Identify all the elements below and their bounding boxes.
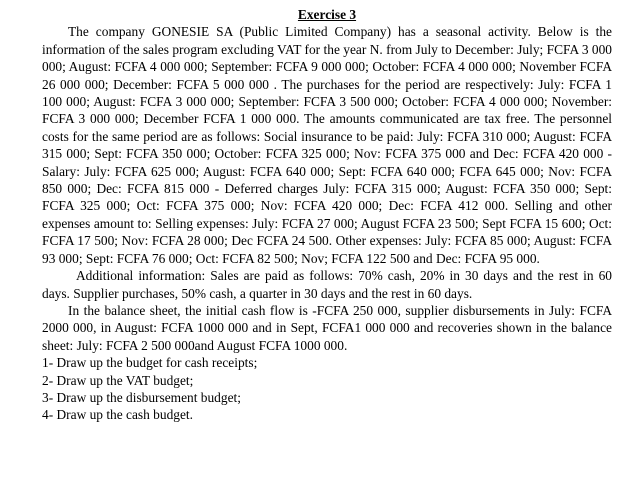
task-list [42, 354, 612, 424]
task-item: 2- Draw up the VAT budget; [42, 372, 194, 388]
exercise-document [42, 6, 612, 424]
task-item: 3- Draw up the disbursement budget; [42, 389, 241, 405]
paragraph-additional-information: Additional information: Sales are paid as follows: 70% cash, 20% in 30 days and the rest in 60 days. Supplier purchases, 50% cash, a quarter in 30 days and the rest in 60 days. [42, 268, 612, 301]
paragraph-balance-sheet: In the balance sheet, the initial cash flow is -FCFA 250 000, supplier disbursements in July: FCFA 2000 000, in August: FCFA 1000 000 and in Sept, FCFA1 000 000 and recoveries shown in the balance sheet: July: FCFA 2 500 000and August FCFA 1000 000. [42, 302, 612, 353]
task-item: 1- Draw up the budget for cash receipts; [42, 355, 258, 371]
exercise-title: Exercise 3 [297, 7, 357, 22]
task-item: 4- Draw up the cash budget. [42, 407, 193, 423]
paragraph-sales-program: The company GONESIE SA (Public Limited Company) has a seasonal activity. Below is the information of the sales program excluding VAT for the year N. from July to December: July; FCFA 3 000 000; August: FCFA 4 000 000; September: FCFA 9 000 000; October: FCFA 4 000 000; November FCFA 26 000 000; December: FCFA 5 000 000 . The purchases for the period are respectively: July: FCFA 1 100 000; August: FCFA 3 000 000; September: FCFA 3 500 000; October: FCFA 4 000 000; November: FCFA 3 000 000; December FCFA 1 000 000. The amounts communicated are tax free. The personnel costs for the same period are as follows: Social insurance to be paid: July: FCFA 310 000; August: FCFA 315 000; Sept: FCFA 350 000; October: FCFA 325 000; Nov: FCFA 375 000 and Dec: FCFA 420 000 - Salary: July: FCFA 625 000; August: FCFA 640 000; Sept: FCFA 640 000; FCFA 645 000; Nov: FCFA 850 000; Dec: FCFA 815 000 - Deferred charges July: FCFA 315 000; August: FCFA 350 000; Sept: FCFA 325 000; Oct: FCFA 375 000; Nov: FCFA 420 000; Dec: FCFA 412 000. Selling and other expenses amount to: Selling expenses: July: FCFA 27 000; August FCFA 23 500; Sept FCFA 15 600; Oct: FCFA 17 500; Nov: FCFA 28 000; Dec FCFA 24 500. Other expenses: July: FCFA 85 000; August: FCFA 93 000; Sept: FCFA 76 000; Oct: FCFA 82 500; Nov; FCFA 122 500 and Dec: FCFA 95 000. [42, 24, 612, 266]
